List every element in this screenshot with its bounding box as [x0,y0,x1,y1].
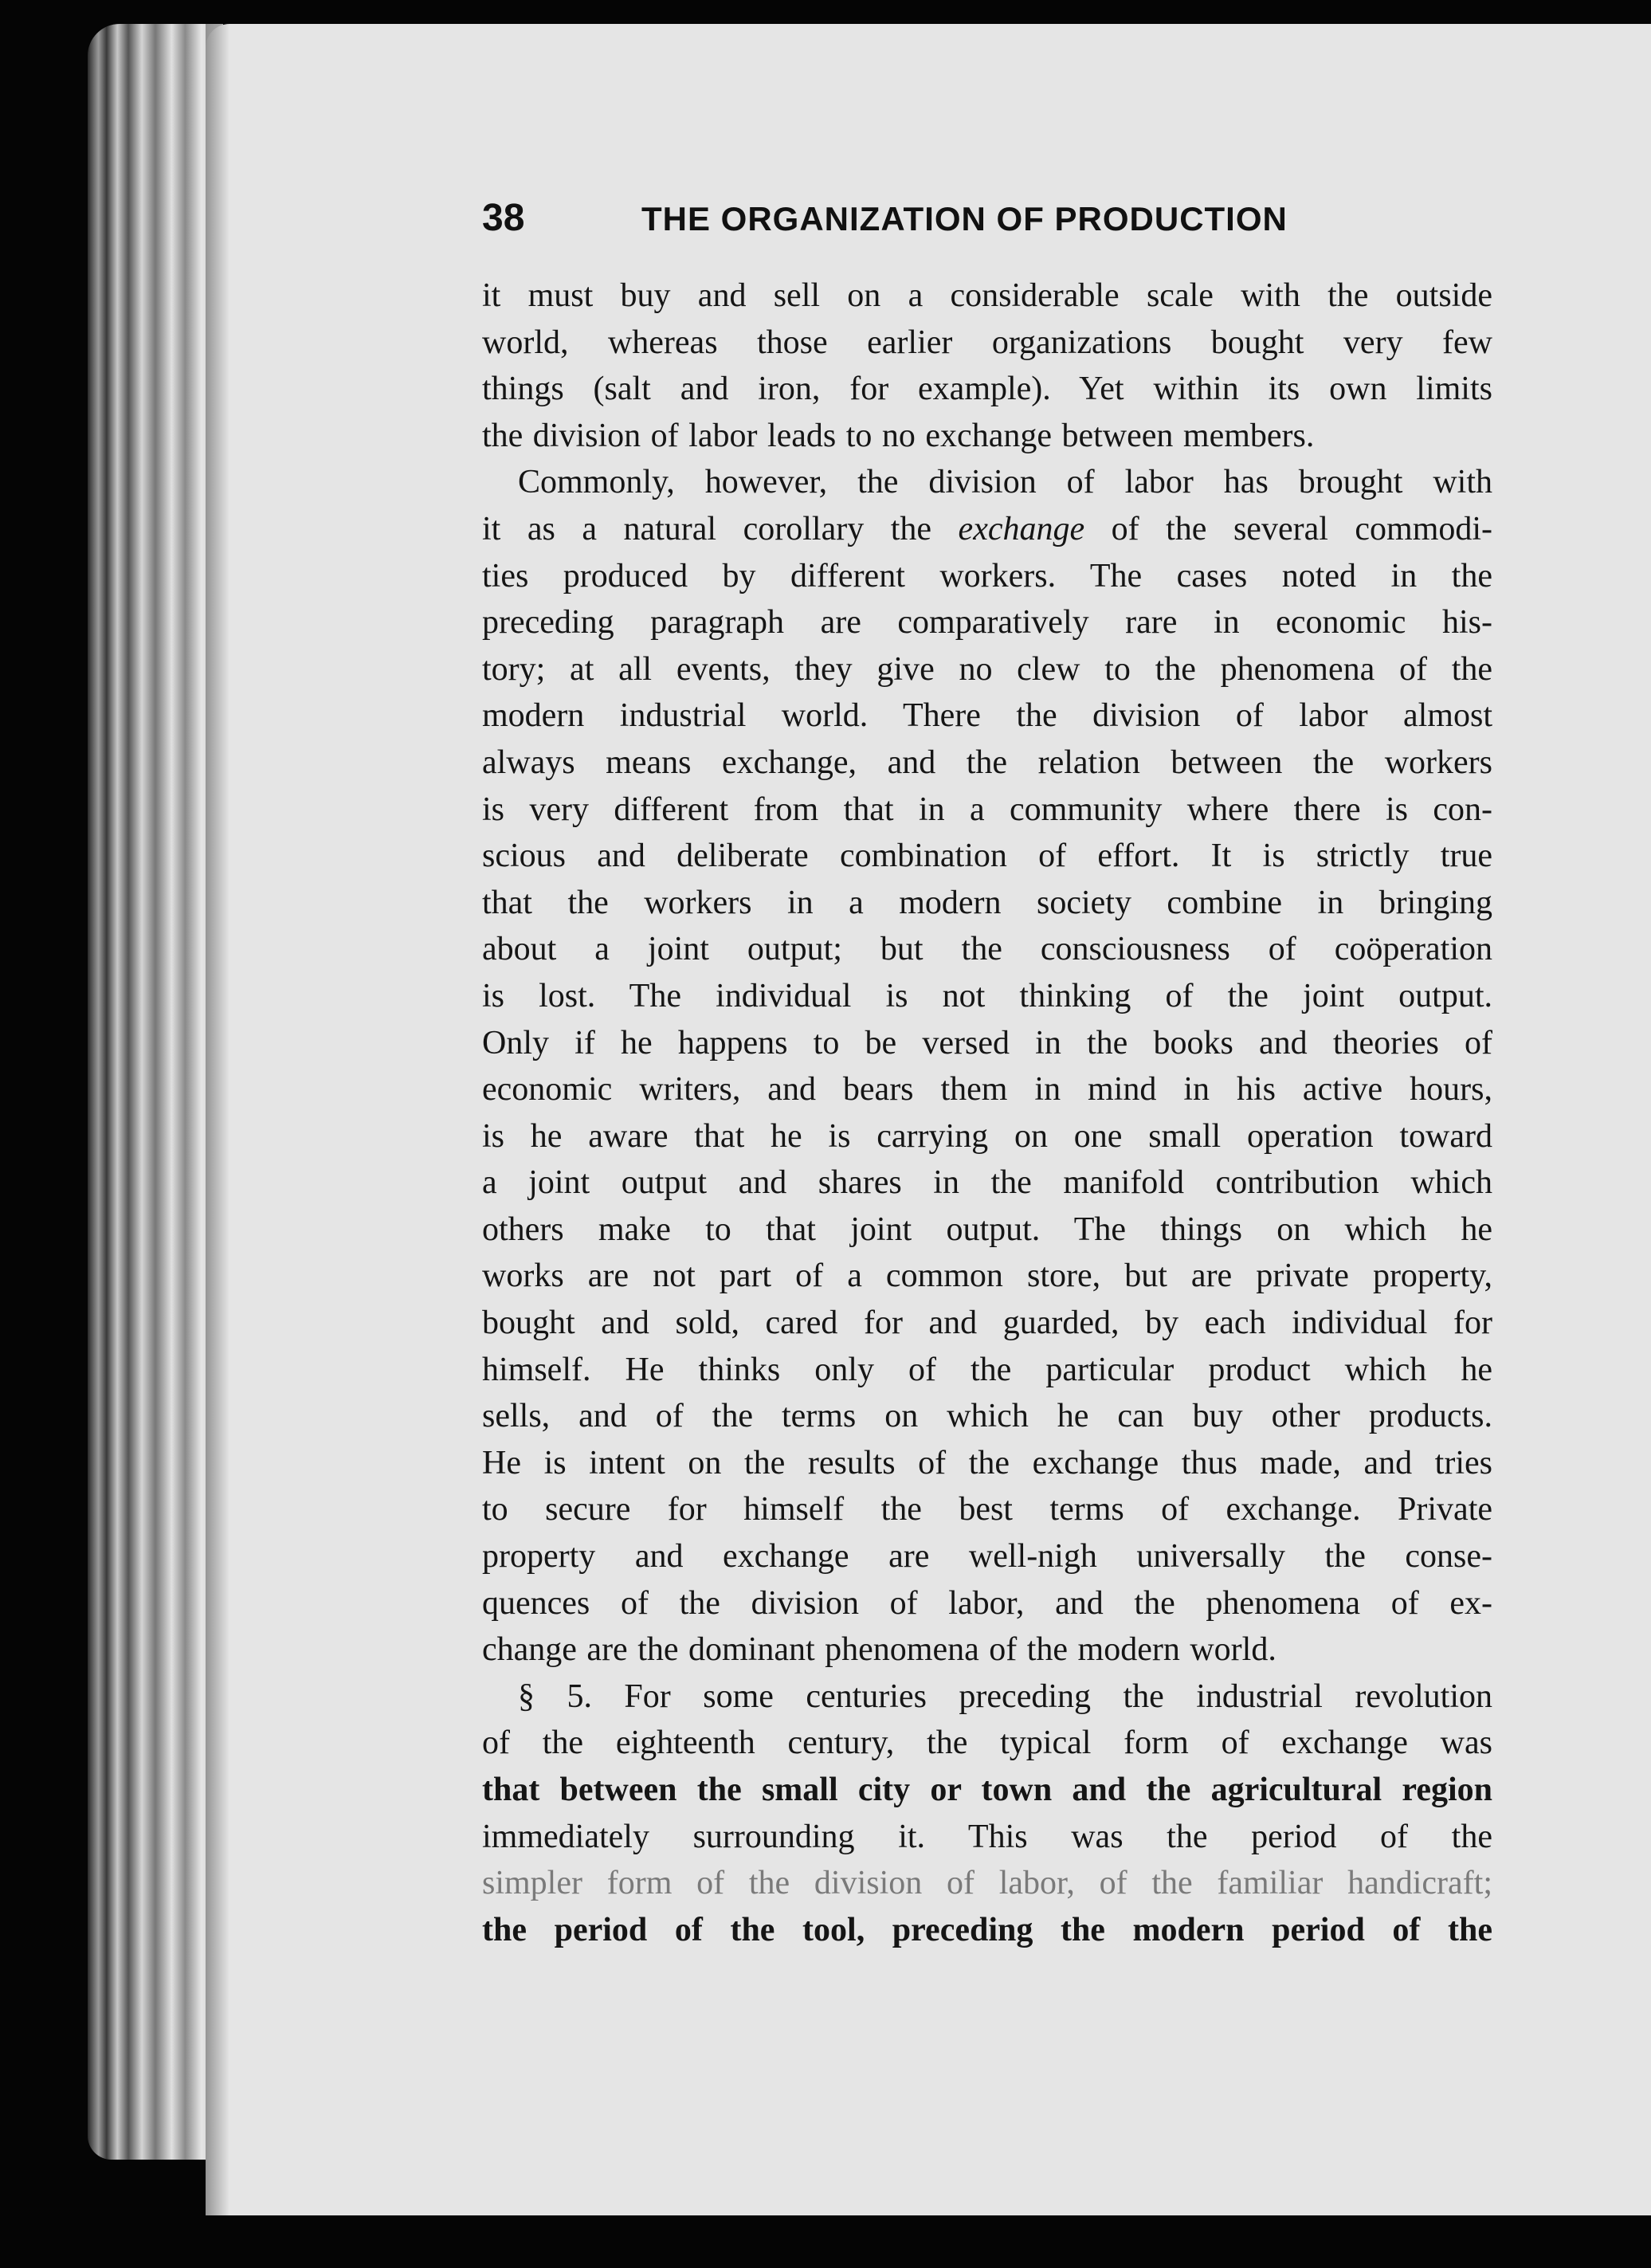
text-line: Only if he happens to be versed in the books and theories of [482,1024,1492,1061]
text-span: of the several commodi- [1111,510,1493,547]
page-number: 38 [482,197,525,239]
text-line: to secure for himself the best terms of exchange. Private [482,1491,1492,1528]
text-line: it must buy and sell on a considerable scale with the outside [482,277,1492,314]
running-head: THE ORGANIZATION OF PRODUCTION [641,200,1288,237]
text-line: about a joint output; but the consciousness of coöperation [482,931,1492,968]
text-line: others make to that joint output. The things on which he [482,1211,1492,1248]
body-text [482,273,1492,1953]
text-line: is very different from that in a community where there is con- [482,791,1492,828]
text-line: simpler form of the division of labor, of the familiar handicraft; [482,1865,1492,1902]
section-start-line: § 5. For some centuries preceding the industrial revolution [518,1677,1492,1715]
text-line: things (salt and iron, for example). Yet within its own limits [482,371,1492,408]
text-line: always means exchange, and the relation between the workers [482,744,1492,781]
text-line: the division of labor leads to no exchange between members. [482,417,1315,454]
text-line: is lost. The individual is not thinking of the joint output. [482,977,1492,1014]
text-line: that the workers in a modern society combine in bringing [482,884,1492,921]
text-line: bought and sold, cared for and guarded, by each individual for [482,1305,1492,1342]
text-line: change are the dominant phenomena of the modern world. [482,1631,1276,1669]
text-line: quences of the division of labor, and the phenomena of ex- [482,1584,1492,1622]
text-line: tory; at all events, they give no clew to the phenomena of the [482,650,1492,688]
text-line: economic writers, and bears them in mind in his active hours, [482,1071,1492,1108]
text-line: is he aware that he is carrying on one small operation toward [482,1117,1492,1155]
text-line: a joint output and shares in the manifold contribution which [482,1164,1492,1202]
text-line: property and exchange are well-nigh universally the conse- [482,1538,1492,1575]
text-line [482,506,1492,553]
text-line: preceding paragraph are comparatively rare in economic his- [482,604,1492,642]
text-line: that between the small city or town and the agricultural region [482,1772,1492,1808]
page-gutter-shadow [206,24,229,2215]
text-line: ties produced by different workers. The cases noted in the [482,557,1492,594]
italic-term: exchange [958,510,1085,547]
text-line: the period of the tool, preceding the modern period of the [482,1911,1492,1948]
text-line: He is intent on the results of the exchange thus made, and tries [482,1444,1492,1481]
text-line: immediately surrounding it. This was the period of the [482,1818,1492,1855]
book-page-edges [88,24,223,2160]
text-line: scious and deliberate combination of effort. It is strictly true [482,838,1492,875]
text-line: works are not part of a common store, but are private property, [482,1258,1492,1295]
text-line: world, whereas those earlier organizations bought very few [482,324,1492,361]
text-line: sells, and of the terms on which he can buy other products. [482,1398,1492,1435]
text-line: himself. He thinks only of the particular product which he [482,1351,1492,1388]
page-header [482,196,1510,244]
text-span: it as a natural corollary the [482,510,932,547]
paragraph-start-line: Commonly, however, the division of labor has brought with [518,464,1492,501]
text-line: modern industrial world. There the division of labor almost [482,697,1492,735]
text-line: of the eighteenth century, the typical form of exchange was [482,1725,1492,1762]
